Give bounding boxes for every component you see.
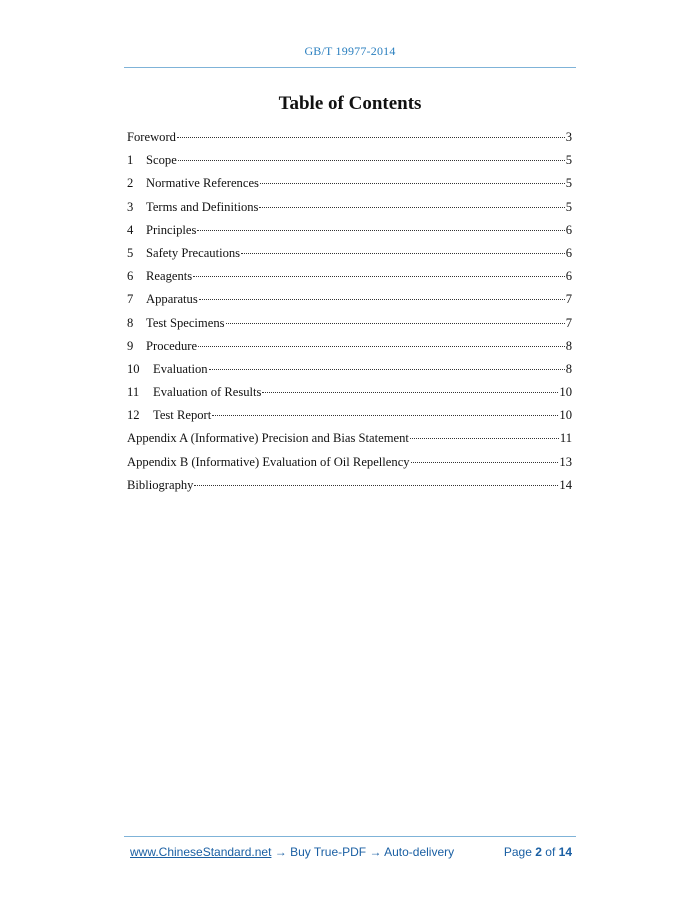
toc-entry-number: 9 xyxy=(127,338,134,353)
toc-entry[interactable] xyxy=(127,173,572,196)
dot-leader xyxy=(262,392,558,393)
toc-entry-number: 7 xyxy=(127,292,134,307)
store-link-text: → Buy True-PDF → Auto-delivery xyxy=(271,845,455,859)
toc-entry-page-number: 8 xyxy=(565,361,572,376)
toc-entry-title: Terms and Definitions xyxy=(146,199,259,214)
toc-entry[interactable] xyxy=(127,382,572,405)
toc-entry-title: Apparatus xyxy=(146,292,198,307)
toc-entry-title: Principles xyxy=(146,222,197,237)
toc-entry-page-number: 6 xyxy=(565,222,572,237)
toc-entry-number: 6 xyxy=(127,269,134,284)
toc-entry-page-number: 5 xyxy=(565,176,572,191)
toc-entry-title: Normative References xyxy=(146,176,259,191)
toc-entry-number: 3 xyxy=(127,199,134,214)
toc-entry-page-number: 8 xyxy=(565,338,572,353)
toc-entry[interactable] xyxy=(127,313,572,336)
toc-entry-number: 2 xyxy=(127,176,134,191)
toc-entry-title: Appendix B (Informative) Evaluation of Oil Repellency xyxy=(127,454,410,469)
dot-leader xyxy=(411,462,559,463)
dot-leader xyxy=(194,485,558,486)
toc-entry[interactable] xyxy=(127,359,572,382)
page-word: Page xyxy=(503,845,532,859)
toc-entry-page-number: 6 xyxy=(565,245,572,260)
store-url[interactable]: www.ChineseStandard.net xyxy=(130,845,272,859)
toc-entry-number: 4 xyxy=(127,222,134,237)
toc-entry-title: Safety Precautions xyxy=(146,245,241,260)
dot-leader xyxy=(193,276,565,277)
dot-leader xyxy=(178,160,565,161)
page-indicator xyxy=(504,845,572,859)
total-page-count: 14 xyxy=(558,845,572,859)
toc-entry-number: 11 xyxy=(127,385,140,400)
footer-divider xyxy=(124,836,576,837)
toc-entry-page-number: 3 xyxy=(565,130,572,144)
header-divider xyxy=(124,67,576,68)
of-word: of xyxy=(545,845,556,859)
toc-entry-page-number: 14 xyxy=(559,477,572,492)
dot-leader xyxy=(209,369,565,370)
toc-entry-number: 5 xyxy=(127,245,134,260)
toc-entry[interactable] xyxy=(127,150,572,173)
toc-entry-page-number: 5 xyxy=(565,199,572,214)
toc-entry-page-number: 6 xyxy=(565,269,572,284)
toc-entry[interactable] xyxy=(127,452,572,475)
toc-entry-title: Evaluation of Results xyxy=(153,385,262,400)
dot-leader xyxy=(410,438,559,439)
toc-entry-title: Bibliography xyxy=(127,477,194,492)
toc-entry[interactable] xyxy=(127,336,572,359)
toc-entry-title: Evaluation xyxy=(153,361,208,376)
dot-leader xyxy=(212,415,558,416)
toc-entry[interactable] xyxy=(127,289,572,312)
page-title: Table of Contents xyxy=(278,93,422,114)
toc-entry-page-number: 7 xyxy=(565,315,572,330)
toc-entry-page-number: 10 xyxy=(559,385,572,400)
toc-entry-page-number: 13 xyxy=(559,454,572,469)
toc-entry-number: 8 xyxy=(127,315,134,330)
dot-leader xyxy=(259,207,564,208)
page-footer xyxy=(130,845,572,859)
toc-entry-title: Test Report xyxy=(153,408,212,423)
toc-entry-number: 10 xyxy=(127,361,140,376)
toc-entry-title: Scope xyxy=(146,153,177,168)
toc-entry[interactable] xyxy=(127,428,572,451)
dot-leader xyxy=(177,137,565,138)
toc-entry[interactable] xyxy=(127,266,572,289)
toc-entry[interactable] xyxy=(127,243,572,266)
toc-entry[interactable] xyxy=(127,127,572,150)
toc-entry-number: 1 xyxy=(127,153,134,168)
dot-leader xyxy=(241,253,565,254)
toc-entry-page-number: 7 xyxy=(565,292,572,307)
dot-leader xyxy=(197,230,564,231)
dot-leader xyxy=(198,346,565,347)
toc-entry-page-number: 11 xyxy=(559,431,572,446)
toc-entry[interactable] xyxy=(127,475,572,498)
dot-leader xyxy=(199,299,565,300)
toc-entry[interactable] xyxy=(127,220,572,243)
current-page-number: 2 xyxy=(535,845,542,859)
toc-entry-title: Procedure xyxy=(146,338,198,353)
document-code-header: GB/T 19977-2014 xyxy=(304,44,396,58)
toc-entry-number: 12 xyxy=(127,408,140,423)
toc-entry-page-number: 10 xyxy=(559,408,572,423)
dot-leader xyxy=(226,323,565,324)
toc-entry[interactable] xyxy=(127,197,572,220)
dot-leader xyxy=(260,183,565,184)
store-link[interactable] xyxy=(130,845,454,859)
toc-entry[interactable] xyxy=(127,405,572,428)
toc-entry-title: Appendix A (Informative) Precision and Bias Statement xyxy=(127,431,409,446)
toc-entry-title: Reagents xyxy=(146,269,193,284)
toc-entry-title: Foreword xyxy=(127,130,176,144)
table-of-contents xyxy=(127,127,572,498)
toc-entry-title: Test Specimens xyxy=(146,315,225,330)
toc-entry-page-number: 5 xyxy=(565,153,572,168)
